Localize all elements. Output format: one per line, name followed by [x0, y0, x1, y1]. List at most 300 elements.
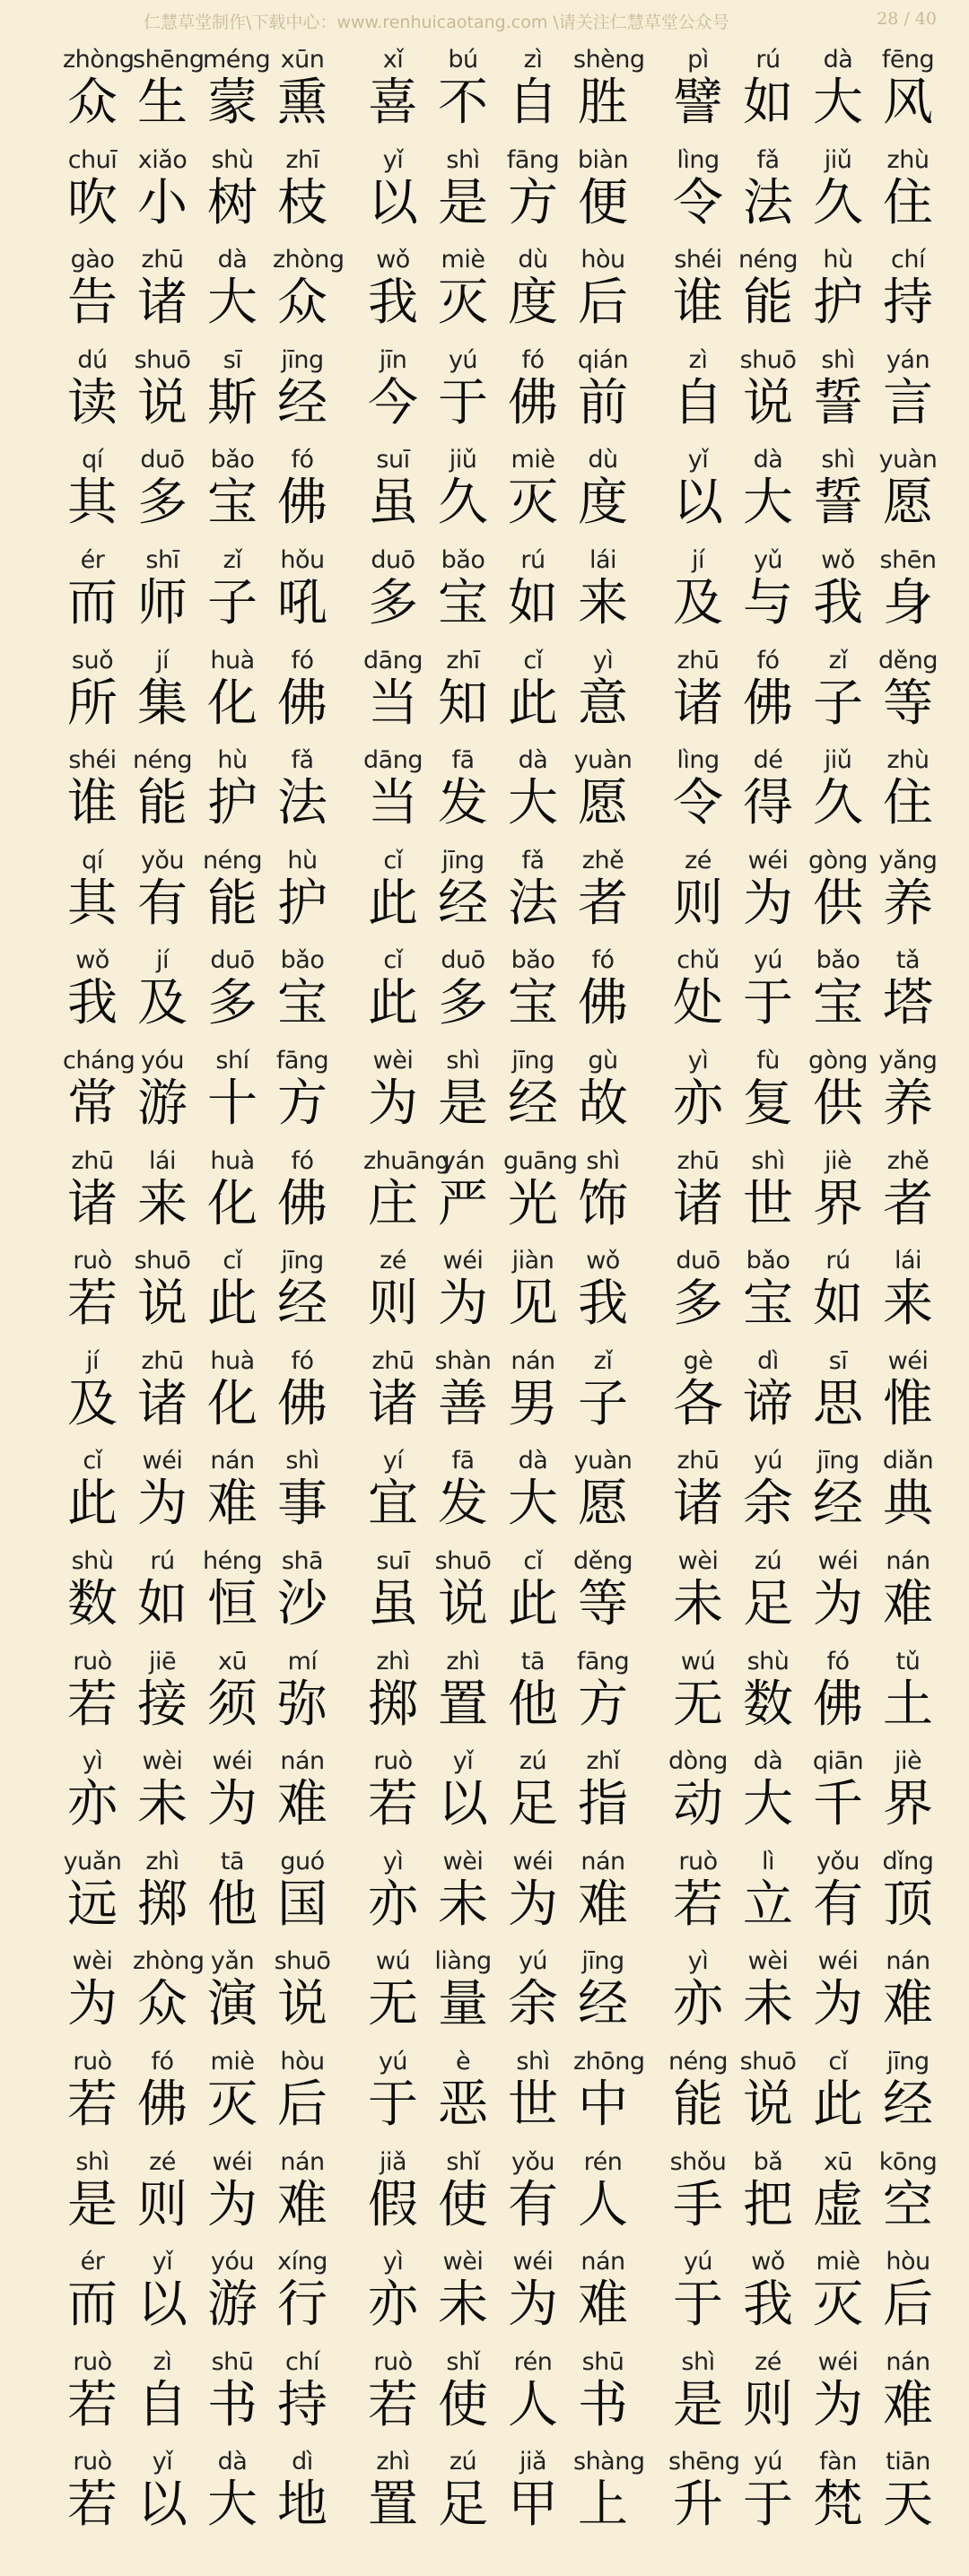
hanzi: 若 [368, 1775, 418, 1834]
hanzi: 动 [673, 1775, 723, 1834]
pinyin: dù [588, 446, 618, 474]
pinyin: qí [82, 846, 103, 875]
hanzi: 把 [743, 2175, 793, 2234]
hanzi: 来 [578, 574, 628, 632]
pinyin-row [363, 2440, 645, 2476]
phrase [668, 639, 938, 739]
pinyin: xǐ [382, 46, 404, 74]
pinyin: yuǎn [63, 1847, 122, 1875]
hanzi: 度 [578, 474, 628, 533]
hanzi: 使 [438, 2375, 488, 2434]
hanzi: 书 [578, 2375, 628, 2434]
hanzi: 亦 [67, 1775, 118, 1834]
hanzi: 升 [673, 2476, 723, 2535]
hanzi: 则 [673, 874, 723, 933]
pinyin: jiǔ [824, 145, 852, 174]
hanzi: 大 [508, 1475, 558, 1534]
verse-row [0, 538, 969, 639]
pinyin: guāng [503, 1146, 578, 1175]
hanzi: 及 [67, 1374, 118, 1433]
hanzi: 告 [67, 274, 118, 333]
pinyin: cǐ [83, 1447, 102, 1475]
hanzi: 上 [578, 2476, 628, 2535]
hanzi: 其 [67, 474, 118, 533]
pinyin: hù [287, 846, 318, 875]
pinyin: jiǔ [449, 446, 477, 474]
verse-row [0, 2340, 969, 2441]
hanzi: 游 [137, 1075, 188, 1133]
hanzi: 大 [743, 474, 793, 533]
hanzi: 蒙 [207, 74, 258, 132]
pinyin: méng [203, 46, 271, 74]
pinyin: wéi [887, 1346, 929, 1375]
hanzi: 说 [137, 373, 188, 432]
pinyin: wéi [747, 846, 789, 875]
pinyin: néng [133, 746, 192, 775]
phrase [668, 2340, 938, 2441]
pinyin: è [455, 2048, 471, 2076]
phrase [63, 2140, 332, 2241]
hanzi: 说 [743, 2076, 793, 2134]
phrase [668, 1039, 938, 1139]
pinyin: jí [155, 646, 169, 674]
hanzi: 严 [438, 1174, 488, 1233]
pinyin-row [363, 738, 633, 774]
pinyin: sī [223, 345, 242, 374]
pinyin: yú [753, 946, 783, 975]
pinyin-row [363, 839, 633, 875]
pinyin: wèi [677, 1547, 719, 1575]
pinyin: hǒu [280, 546, 325, 574]
pinyin: shī [145, 546, 179, 574]
pinyin: yú [753, 1447, 783, 1475]
hanzi-row [63, 2476, 332, 2535]
pinyin: ruò [373, 1747, 413, 1776]
hanzi: 如 [813, 1275, 863, 1334]
pinyin: jīng [816, 1447, 860, 1475]
hanzi: 未 [743, 1975, 793, 2034]
hanzi: 经 [277, 1275, 327, 1334]
hanzi-row [63, 574, 332, 633]
hanzi: 为 [67, 1975, 118, 2034]
pinyin: zhū [141, 1346, 184, 1375]
pinyin: chǔ [677, 946, 720, 975]
hanzi: 言 [883, 373, 933, 432]
pinyin: yǐ [452, 1747, 474, 1776]
hanzi: 大 [743, 1775, 793, 1834]
pinyin: shū [581, 2347, 624, 2376]
hanzi: 法 [743, 173, 793, 232]
hanzi: 此 [813, 2076, 863, 2134]
hanzi: 难 [207, 1475, 258, 1534]
phrase [363, 138, 633, 239]
pinyin: lái [148, 1146, 177, 1175]
phrase [363, 538, 633, 639]
hanzi: 佛 [137, 2076, 188, 2134]
hanzi-row [363, 374, 633, 433]
pinyin-row [363, 238, 633, 274]
pinyin: cǐ [383, 946, 403, 975]
hanzi: 光 [508, 1174, 558, 1233]
pinyin: děng [573, 1547, 633, 1575]
pinyin: zú [754, 1547, 782, 1575]
pinyin: rú [520, 546, 546, 574]
pinyin: wú [375, 1947, 411, 1976]
pinyin: wéi [817, 1947, 859, 1976]
pinyin-row [63, 1139, 332, 1175]
hanzi: 以 [673, 474, 723, 533]
phrase [363, 2440, 645, 2540]
pinyin-row [63, 338, 332, 374]
pinyin: jiè [824, 1146, 852, 1175]
hanzi: 空 [883, 2175, 933, 2234]
hanzi: 化 [207, 1174, 258, 1233]
hanzi: 未 [438, 2276, 488, 2335]
hanzi: 为 [743, 874, 793, 933]
hanzi: 塔 [883, 974, 933, 1033]
hanzi: 故 [578, 1075, 628, 1133]
pinyin: lái [589, 546, 617, 574]
hanzi-row [363, 2476, 633, 2535]
pinyin: diǎn [882, 1447, 934, 1475]
hanzi: 说 [743, 373, 793, 432]
hanzi: 说 [137, 1275, 188, 1334]
pinyin: fù [756, 1047, 780, 1075]
phrase [63, 1439, 332, 1539]
pinyin: yì [687, 1047, 709, 1075]
pinyin-row [63, 839, 332, 875]
pinyin-row [63, 438, 332, 474]
pinyin: miè [210, 2048, 255, 2076]
pinyin: fā [451, 1447, 475, 1475]
hanzi: 为 [813, 1975, 863, 2034]
pinyin: wèi [372, 1047, 414, 1075]
pinyin-row [363, 1439, 633, 1475]
hanzi-row [63, 674, 332, 734]
hanzi: 余 [508, 1975, 558, 2034]
hanzi: 经 [578, 1975, 628, 2034]
phrase [363, 1039, 633, 1139]
hanzi: 处 [673, 974, 723, 1033]
hanzi-row [63, 1875, 332, 1935]
hanzi: 护 [277, 874, 327, 933]
phrase [63, 2040, 332, 2140]
hanzi-row [668, 374, 938, 433]
pinyin: cǐ [523, 1547, 543, 1575]
hanzi: 大 [207, 2476, 258, 2535]
pinyin: cháng [63, 1047, 135, 1075]
hanzi-row [63, 174, 332, 233]
pinyin: ruò [73, 2347, 112, 2376]
pinyin: néng [668, 2048, 728, 2076]
hanzi-row [363, 574, 633, 633]
pinyin-row [668, 1039, 938, 1075]
pinyin: zì [688, 345, 708, 374]
pinyin: fāng [275, 1047, 329, 1075]
hanzi-row [668, 1075, 938, 1134]
phrase [363, 1840, 633, 1940]
phrase [63, 1739, 332, 1840]
hanzi-row [363, 674, 633, 734]
hanzi: 子 [813, 674, 863, 733]
pinyin: shuō [739, 345, 797, 374]
hanzi: 使 [438, 2175, 488, 2234]
pinyin: dà [518, 746, 548, 775]
pinyin: yì [382, 2248, 404, 2276]
pinyin: bǎo [210, 446, 255, 474]
hanzi: 甲 [508, 2476, 558, 2535]
hanzi: 十 [207, 1075, 258, 1133]
verse-row [0, 2440, 969, 2540]
phrase [668, 2240, 938, 2340]
hanzi: 是 [438, 1075, 488, 1133]
hanzi-row [63, 2076, 332, 2135]
hanzi: 意 [578, 674, 628, 733]
phrase [668, 1939, 938, 2040]
hanzi: 发 [438, 1475, 488, 1534]
pinyin: qián [577, 345, 629, 374]
hanzi: 集 [137, 674, 188, 733]
pinyin: fó [591, 946, 615, 975]
hanzi: 宜 [368, 1475, 418, 1534]
hanzi: 说 [438, 1575, 488, 1633]
hanzi: 此 [508, 674, 558, 733]
hanzi: 不 [438, 74, 488, 132]
pinyin: wéi [512, 1847, 554, 1875]
hanzi: 持 [883, 274, 933, 333]
pinyin: shù [71, 1547, 114, 1575]
pinyin: zhī [285, 145, 319, 174]
hanzi: 后 [277, 2076, 327, 2134]
hanzi-row [63, 374, 332, 433]
hanzi: 及 [137, 974, 188, 1033]
pinyin-row [63, 2040, 332, 2076]
hanzi: 誓 [813, 474, 863, 533]
pinyin-row [668, 238, 938, 274]
hanzi: 说 [277, 1975, 327, 2034]
hanzi: 方 [277, 1075, 327, 1133]
hanzi: 熏 [277, 74, 327, 132]
hanzi: 游 [207, 2276, 258, 2335]
verse-row [0, 839, 969, 939]
pinyin-row [363, 1239, 633, 1275]
pinyin: yú [518, 1947, 548, 1976]
pinyin: zhū [677, 1146, 720, 1175]
hanzi-row [668, 2076, 938, 2135]
phrase [63, 938, 332, 1039]
phrase [63, 538, 332, 639]
pinyin: zhuāng [363, 1146, 450, 1175]
pinyin: shēng [133, 46, 205, 74]
hanzi: 得 [743, 774, 793, 833]
hanzi: 能 [743, 274, 793, 333]
pinyin: zhì [376, 1647, 410, 1675]
hanzi: 界 [883, 1775, 933, 1834]
hanzi-row [668, 74, 938, 133]
pinyin: bǎo [511, 946, 555, 975]
phrase [668, 338, 938, 439]
pinyin: fó [291, 1346, 314, 1375]
phrase [63, 1139, 332, 1240]
hanzi-row [668, 1875, 938, 1935]
pinyin: gòng [808, 1047, 868, 1075]
phrase [668, 1339, 938, 1440]
pinyin: shuō [434, 1547, 492, 1575]
hanzi-row [363, 2276, 633, 2335]
pinyin: xū [823, 2147, 853, 2176]
hanzi: 今 [368, 373, 418, 432]
hanzi: 发 [438, 774, 488, 833]
pinyin: wèi [142, 1747, 183, 1776]
hanzi: 以 [438, 1775, 488, 1834]
hanzi: 事 [277, 1475, 327, 1534]
pinyin: shù [746, 1647, 790, 1675]
pinyin: wǒ [75, 946, 109, 975]
pinyin: shǒu [669, 2147, 727, 2176]
hanzi: 复 [743, 1075, 793, 1133]
pinyin: fó [151, 2048, 174, 2076]
verse-row [0, 1439, 969, 1539]
hanzi: 供 [813, 1075, 863, 1133]
pinyin: fǎ [521, 846, 545, 875]
hanzi: 虚 [813, 2175, 863, 2234]
verse-row [0, 1840, 969, 1940]
hanzi: 来 [883, 1275, 933, 1334]
hanzi: 数 [743, 1675, 793, 1734]
hanzi-row [363, 1975, 633, 2034]
hanzi: 树 [207, 173, 258, 232]
pinyin-row [363, 538, 633, 574]
hanzi-row [363, 1275, 633, 1334]
hanzi-row [363, 1375, 633, 1434]
pinyin-row [668, 2140, 938, 2176]
hanzi: 多 [673, 1275, 723, 1334]
hanzi: 枝 [277, 173, 327, 232]
hanzi: 当 [368, 774, 418, 833]
hanzi-row [668, 174, 938, 233]
pinyin: wéi [442, 1247, 484, 1275]
pinyin: jiè [894, 1747, 922, 1776]
hanzi-row [63, 1775, 332, 1834]
pinyin: bǎo [746, 1247, 790, 1275]
hanzi: 而 [67, 2276, 118, 2335]
hanzi: 未 [137, 1775, 188, 1834]
pinyin: chuī [67, 145, 118, 174]
pinyin: zhī [446, 646, 480, 674]
pinyin: zú [519, 1747, 547, 1776]
pinyin: duō [441, 946, 485, 975]
pinyin: lì [761, 1847, 774, 1875]
hanzi-row [63, 1575, 332, 1634]
pinyin: wǒ [751, 2248, 785, 2276]
hanzi: 为 [207, 1775, 258, 1834]
verse-row [0, 2040, 969, 2140]
pinyin-row [668, 1939, 938, 1975]
hanzi: 若 [67, 1275, 118, 1334]
hanzi-row [668, 774, 938, 833]
pinyin: bú [448, 46, 478, 74]
hanzi-row [63, 974, 332, 1033]
phrase [668, 839, 938, 939]
pinyin: wǒ [376, 246, 410, 274]
hanzi: 是 [67, 2175, 118, 2234]
pinyin: yǔ [753, 546, 783, 574]
pinyin: dì [757, 1346, 779, 1375]
phrase [363, 238, 633, 338]
pinyin: zhì [145, 1847, 179, 1875]
pinyin: rú [150, 1547, 175, 1575]
pinyin: ruò [373, 2347, 413, 2376]
pinyin-row [363, 2040, 645, 2076]
pinyin: dāng [363, 746, 423, 775]
hanzi: 法 [277, 774, 327, 833]
hanzi: 于 [438, 373, 488, 432]
pinyin: jīn [379, 345, 407, 374]
pinyin: yán [441, 1146, 485, 1175]
hanzi: 各 [673, 1374, 723, 1433]
hanzi-row [363, 174, 633, 233]
hanzi: 此 [368, 874, 418, 933]
hanzi: 我 [67, 974, 118, 1033]
hanzi: 生 [137, 74, 188, 132]
hanzi: 斯 [207, 373, 258, 432]
pinyin: wéi [817, 1547, 859, 1575]
hanzi: 为 [813, 2375, 863, 2434]
page-number: 28 / 40 [877, 9, 937, 29]
hanzi: 诸 [67, 1174, 118, 1233]
pinyin: chí [285, 2347, 319, 2376]
hanzi: 亦 [368, 1875, 418, 1934]
phrase [363, 639, 633, 739]
pinyin: kōng [878, 2147, 938, 2176]
pinyin: jiē [148, 1647, 177, 1675]
pinyin: shēng [668, 2448, 740, 2476]
hanzi-row [668, 1275, 938, 1334]
pinyin: yú [753, 2448, 783, 2476]
hanzi: 令 [673, 774, 723, 833]
pinyin: jiàn [511, 1247, 554, 1275]
hanzi-row [63, 2376, 332, 2435]
pinyin: pì [687, 46, 709, 74]
phrase [668, 438, 938, 538]
hanzi: 见 [508, 1275, 558, 1334]
hanzi-row [363, 1475, 633, 1534]
pinyin: gù [588, 1047, 618, 1075]
hanzi-row [63, 274, 332, 333]
pinyin: yǒu [140, 846, 185, 875]
hanzi: 灭 [207, 2076, 258, 2134]
pinyin-row [668, 738, 938, 774]
phrase [668, 38, 938, 138]
pinyin: suǒ [71, 646, 114, 674]
pinyin: dé [753, 746, 783, 775]
hanzi: 愿 [578, 774, 628, 833]
pinyin: zhě [581, 846, 624, 875]
pinyin: suī [376, 1547, 410, 1575]
pinyin: miè [511, 446, 555, 474]
hanzi: 胜 [578, 74, 628, 132]
hanzi: 此 [368, 974, 418, 1033]
pinyin: nán [886, 1547, 930, 1575]
pinyin: zé [380, 1247, 406, 1275]
hanzi: 来 [137, 1174, 188, 1233]
hanzi: 诸 [673, 674, 723, 733]
hanzi-row [668, 1975, 938, 2034]
hanzi: 众 [67, 74, 118, 132]
hanzi-row [668, 2276, 938, 2335]
hanzi: 诸 [137, 1374, 188, 1433]
pinyin: wéi [142, 1447, 183, 1475]
